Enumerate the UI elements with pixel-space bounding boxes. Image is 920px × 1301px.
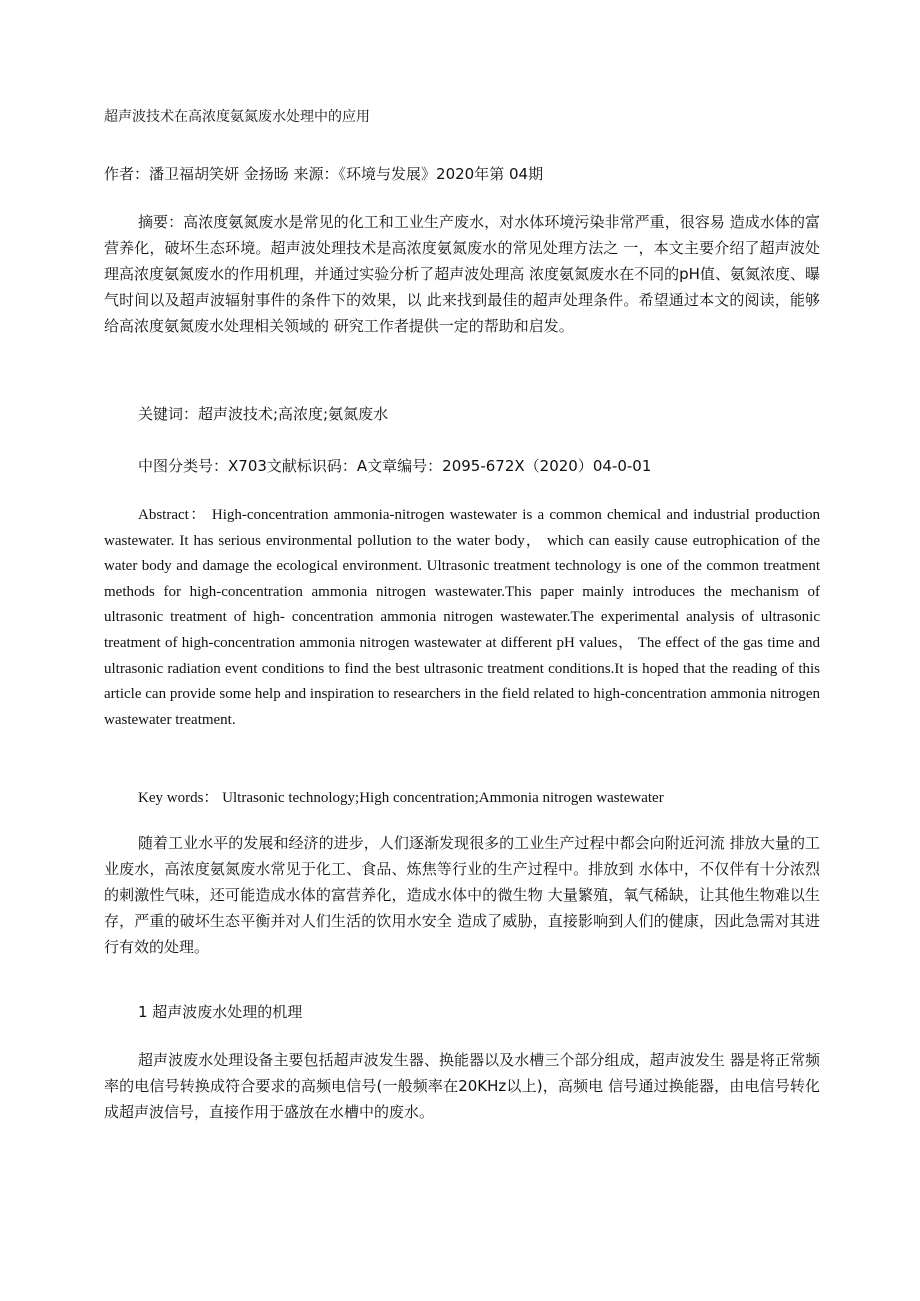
section-heading: 1 超声波废水处理的机理 [138,1003,303,1021]
intro-paragraph: 随着工业水平的发展和经济的进步，人们逐渐发现很多的工业生产过程中都会向附近河流 排放大量的工业废水，高浓度氨氮废水常见于化工、食品、炼焦等行业的生产过程中。排放到 水体中，不仅伴有十分浓烈的刺激性气味，还可能造成水体的富营养化，造成水体中的微生物 大量繁殖，氧气稀缺，让其他生物难以生存，严重的破坏生态平衡并对人们生活的饮用水安全 造成了威胁，直接影响到人们的健康，因此急需对其进行有效的处理。 [104,834,820,956]
keywords-cn: 关键词：超声波技术;高浓度;氨氮废水 [138,405,389,423]
article-title: 超声波技术在高浓度氨氮废水处理中的应用 [104,109,370,125]
abstract-cn: 摘要：高浓度氨氮废水是常见的化工和工业生产废水，对水体环境污染非常严重，很容易 造成水体的富营养化，破坏生态环境。超声波处理技术是高浓度氨氮废水的常见处理方法之 一，本文主要介绍了超声波处理高浓度氨氮废水的作用机理，并通过实验分析了超声波处理高 浓度氨氮废水在不同的pH值、氨氮浓度、曝气时间以及超声波辐射事件的条件下的效果，以 此来找到最佳的超声处理条件。希望通过本文的阅读，能够给高浓度氨氮废水处理相关领域的 研究工作者提供一定的帮助和启发。 [104,213,820,335]
article-meta: 作者：潘卫福胡笑妍 金扬旸 来源：《环境与发展》2020年第 04期 [104,165,544,183]
keywords-en: Key words： Ultrasonic technology;High concentration;Ammonia nitrogen wastewater [138,790,664,806]
classification: 中图分类号：X703文献标识码：A文章编号：2095-672X（2020）04-0-01 [138,457,652,475]
abstract-en: Abstract： High-concentration ammonia-nitrogen wastewater is a common chemical and industrial production wastewater. It has serious environmental pollution to the water body， which can easily cause eutrophication of the water body and damage the ecological environment. Ultrasonic treatment technology is one of the common treatment methods for high-concentration ammonia nitrogen wastewater.This paper mainly introduces the mechanism of ultrasonic treatment of high- concentration ammonia nitrogen wastewater.The experimental analysis of ultrasonic treatment of high-concentration ammonia nitrogen wastewater at different pH values， The effect of the gas time and ultrasonic radiation event conditions to find the best ultrasonic treatment conditions.It is hoped that the reading of this article can provide some help and inspiration to researchers in the field related to high-concentration ammonia nitrogen wastewater treatment. [104,507,820,728]
section-body: 超声波废水处理设备主要包括超声波发生器、换能器以及水槽三个部分组成，超声波发生 器是将正常频率的电信号转换成符合要求的高频电信号(一般频率在20KHz以上)，高频电 信号通过换能器，由电信号转化成超声波信号，直接作用于盛放在水槽中的废水。 [104,1051,820,1121]
